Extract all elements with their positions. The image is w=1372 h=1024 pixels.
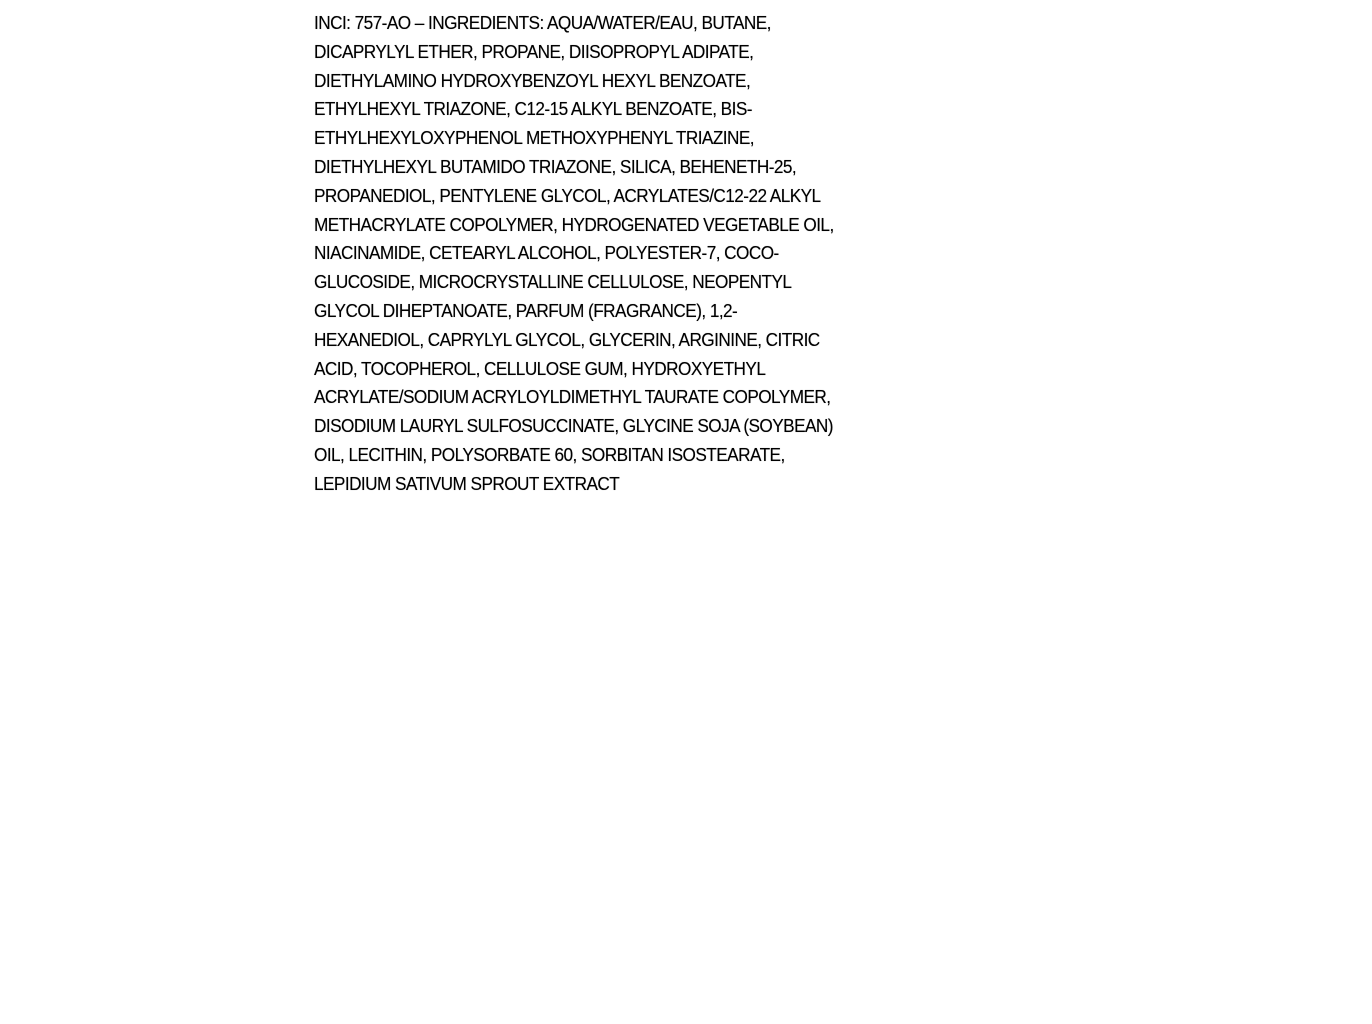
ingredients-line: HEXANEDIOL, CAPRYLYL GLYCOL, GLYCERIN, ARGININE, CITRIC (314, 328, 820, 350)
ingredients-line: DIETHYLHEXYL BUTAMIDO TRIAZONE, SILICA, BEHENETH-25, (314, 155, 797, 177)
ingredients-line: GLYCOL DIHEPTANOATE, PARFUM (FRAGRANCE), 1,2- (314, 299, 738, 321)
ingredients-line: ACRYLATE/SODIUM ACRYLOYLDIMETHYL TAURATE COPOLYMER, (314, 386, 831, 408)
ingredients-line: LEPIDIUM SATIVUM SPROUT EXTRACT (314, 472, 620, 494)
ingredients-line: ACID, TOCOPHEROL, CELLULOSE GUM, HYDROXYETHYL (314, 357, 766, 379)
ingredients-line: ETHYLHEXYLOXYPHENOL METHOXYPHENYL TRIAZINE, (314, 127, 755, 149)
ingredients-list (314, 9, 854, 499)
ingredients-line: ETHYLHEXYL TRIAZONE, C12-15 ALKYL BENZOATE, BIS- (314, 98, 752, 120)
ingredients-line: OIL, LECITHIN, POLYSORBATE 60, SORBITAN ISOSTEARATE, (314, 443, 785, 465)
ingredients-line: PROPANEDIOL, PENTYLENE GLYCOL, ACRYLATES/C12-22 ALKYL (314, 184, 821, 206)
ingredients-line: DIETHYLAMINO HYDROXYBENZOYL HEXYL BENZOATE, (314, 69, 751, 91)
ingredients-line: NIACINAMIDE, CETEARYL ALCOHOL, POLYESTER-7, COCO- (314, 242, 779, 264)
ingredients-line: DICAPRYLYL ETHER, PROPANE, DIISOPROPYL ADIPATE, (314, 40, 754, 62)
ingredients-line: GLUCOSIDE, MICROCRYSTALLINE CELLULOSE, NEOPENTYL (314, 271, 792, 293)
ingredients-line: METHACRYLATE COPOLYMER, HYDROGENATED VEGETABLE OIL, (314, 213, 834, 235)
ingredients-line: DISODIUM LAURYL SULFOSUCCINATE, GLYCINE SOJA (SOYBEAN) (314, 415, 833, 437)
ingredients-line: INCI: 757-AO – INGREDIENTS: AQUA/WATER/EAU, BUTANE, (314, 12, 771, 33)
